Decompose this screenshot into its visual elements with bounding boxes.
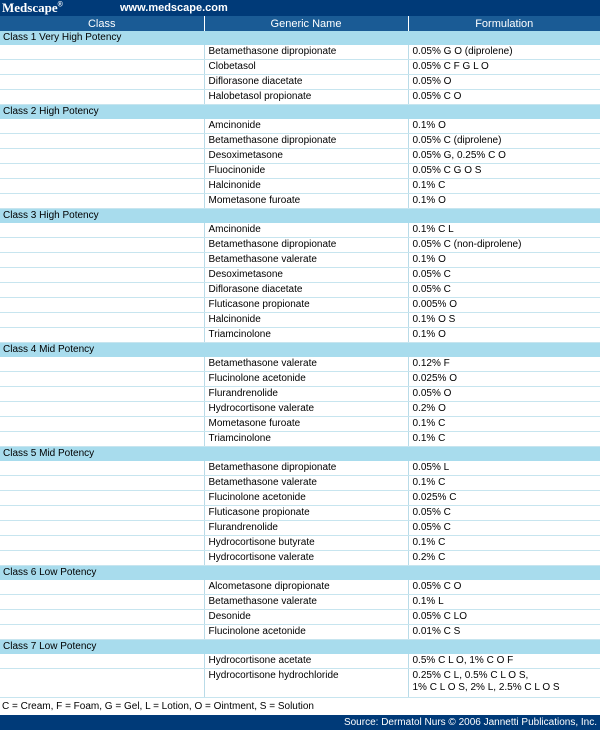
generic-name-cell: Betamethasone dipropionate (204, 134, 408, 149)
class-cell (0, 595, 204, 610)
generic-name-cell: Triamcinolone (204, 328, 408, 343)
formulation-cell (408, 268, 600, 283)
formulation-cell (408, 179, 600, 194)
table-row (0, 238, 600, 253)
generic-name-cell: Triamcinolone (204, 432, 408, 447)
formulation-text: 0.05% C (412, 522, 451, 533)
class-row (0, 209, 600, 224)
formulation-cell (408, 595, 600, 610)
table-row (0, 283, 600, 298)
generic-name-cell: Betamethasone valerate (204, 253, 408, 268)
formulation-cell (408, 223, 600, 238)
table-row (0, 595, 600, 610)
table-row (0, 476, 600, 491)
formulation-cell (408, 164, 600, 179)
generic-name-cell: Flurandrenolide (204, 521, 408, 536)
class-cell (0, 298, 204, 313)
generic-name-cell: Diflorasone diacetate (204, 75, 408, 90)
formulation-text: 0.1% C (412, 433, 446, 444)
formulation-text: 0.1% O (412, 120, 446, 131)
class-cell (0, 417, 204, 432)
formulation-cell (408, 432, 600, 447)
formulation-text: 0.2% O (412, 403, 446, 414)
class-cell (0, 253, 204, 268)
table-row (0, 45, 600, 60)
table-row (0, 654, 600, 669)
class-label: Class 6 Low Potency (0, 566, 600, 581)
table-row (0, 179, 600, 194)
formulation-text: 0.005% O (412, 299, 457, 310)
generic-name-cell: Fluticasone propionate (204, 298, 408, 313)
class-cell (0, 238, 204, 253)
formulation-cell (408, 357, 600, 372)
source-footer: Source: Dermatol Nurs © 2006 Jannetti Publications, Inc. (0, 715, 600, 730)
column-header-generic-name: Generic Name (204, 16, 408, 31)
formulation-cell (408, 625, 600, 640)
generic-name-cell: Desoximetasone (204, 268, 408, 283)
class-cell (0, 357, 204, 372)
generic-name-cell: Betamethasone dipropionate (204, 238, 408, 253)
class-label: Class 5 Mid Potency (0, 447, 600, 462)
formulation-cell (408, 75, 600, 90)
generic-name-cell: Flucinolone acetonide (204, 372, 408, 387)
formulation-cell (408, 580, 600, 595)
formulation-text: 0.05% C (412, 284, 451, 295)
formulation-cell (408, 90, 600, 105)
class-cell (0, 625, 204, 640)
generic-name-cell: Mometasone furoate (204, 194, 408, 209)
class-label: Class 1 Very High Potency (0, 31, 600, 45)
header-url[interactable]: www.medscape.com (120, 2, 228, 14)
table-row (0, 60, 600, 75)
generic-name-cell: Alcometasone dipropionate (204, 580, 408, 595)
formulation-text: 0.05% C (412, 269, 451, 280)
generic-name-cell: Flurandrenolide (204, 387, 408, 402)
class-cell (0, 536, 204, 551)
generic-name-cell: Betamethasone dipropionate (204, 461, 408, 476)
formulation-text: 0.05% O (412, 76, 452, 87)
generic-name-cell: Hydrocortisone acetate (204, 654, 408, 669)
table-row (0, 328, 600, 343)
formulation-text: 0.1% C L (412, 224, 454, 235)
generic-name-cell: Hydrocortisone valerate (204, 402, 408, 417)
generic-name-cell: Amcinonide (204, 223, 408, 238)
formulation-cell (408, 238, 600, 253)
class-cell (0, 119, 204, 134)
formulation-text: 0.01% C S (412, 626, 461, 637)
formulation-text-line2: 1% C L O S, 2% L, 2.5% C L O S (412, 682, 560, 693)
generic-name-cell: Amcinonide (204, 119, 408, 134)
generic-name-cell: Mometasone furoate (204, 417, 408, 432)
formulation-cell (408, 461, 600, 476)
table-row (0, 134, 600, 149)
formulation-cell (408, 134, 600, 149)
formulation-cell (408, 402, 600, 417)
formulation-cell (408, 536, 600, 551)
generic-name-cell: Betamethasone valerate (204, 595, 408, 610)
header-bar (0, 0, 600, 16)
table-row (0, 491, 600, 506)
formulation-cell (408, 506, 600, 521)
formulation-cell (408, 551, 600, 566)
class-cell (0, 654, 204, 669)
class-cell (0, 402, 204, 417)
class-cell (0, 90, 204, 105)
formulation-text: 0.05% O (412, 388, 452, 399)
formulation-text: 0.1% C (412, 418, 446, 429)
formulation-text: 0.1% C (412, 180, 446, 191)
class-label: Class 7 Low Potency (0, 640, 600, 655)
class-label: Class 4 Mid Potency (0, 343, 600, 358)
class-cell (0, 75, 204, 90)
formulation-text: 0.1% O S (412, 314, 456, 325)
formulation-cell (408, 60, 600, 75)
class-cell (0, 669, 204, 698)
formulation-cell (408, 194, 600, 209)
table-row (0, 610, 600, 625)
table-row (0, 551, 600, 566)
generic-name-cell: Hydrocortisone valerate (204, 551, 408, 566)
table-row (0, 372, 600, 387)
generic-name-cell: Betamethasone valerate (204, 476, 408, 491)
class-row (0, 566, 600, 581)
class-cell (0, 45, 204, 60)
formulation-text: 0.1% C (412, 537, 446, 548)
formulation-text: 0.025% C (412, 492, 457, 503)
table-row (0, 119, 600, 134)
table-row (0, 461, 600, 476)
formulation-cell (408, 149, 600, 164)
class-cell (0, 432, 204, 447)
table-row (0, 357, 600, 372)
class-cell (0, 387, 204, 402)
formulation-text: 0.05% C O (412, 91, 462, 102)
class-cell (0, 60, 204, 75)
steroid-potency-table (0, 16, 600, 698)
generic-name-cell: Halcinonide (204, 179, 408, 194)
column-header-formulation: Formulation (408, 16, 600, 31)
formulation-text: 0.05% C F G L O (412, 61, 489, 72)
formulation-text: 0.2% C (412, 552, 446, 563)
formulation-cell (408, 283, 600, 298)
class-cell (0, 164, 204, 179)
class-cell (0, 551, 204, 566)
formulation-cell (408, 328, 600, 343)
column-header-class: Class (0, 16, 204, 31)
generic-name-cell: Fluticasone propionate (204, 506, 408, 521)
table-row (0, 253, 600, 268)
class-cell (0, 491, 204, 506)
formulation-cell (408, 610, 600, 625)
table-row (0, 194, 600, 209)
formulation-text: 0.05% G O (diprolene) (412, 46, 513, 57)
generic-name-cell: Desonide (204, 610, 408, 625)
formulation-text: 0.1% L (412, 596, 444, 607)
formulation-cell (408, 253, 600, 268)
formulation-text: 0.1% C (412, 477, 446, 488)
class-cell (0, 610, 204, 625)
formulation-cell (408, 669, 600, 698)
formulation-text: 0.12% F (412, 358, 450, 369)
generic-name-cell: Hydrocortisone hydrochloride (204, 669, 408, 698)
generic-name-cell: Fluocinonide (204, 164, 408, 179)
generic-name-cell: Clobetasol (204, 60, 408, 75)
table-row (0, 402, 600, 417)
formulation-cell (408, 654, 600, 669)
formulation-text: 0.05% C (non-diprolene) (412, 239, 522, 250)
table-row (0, 298, 600, 313)
formulation-cell (408, 313, 600, 328)
formulation-text: 0.1% O (412, 329, 446, 340)
formulation-cell (408, 491, 600, 506)
table-row (0, 536, 600, 551)
table-row (0, 90, 600, 105)
class-cell (0, 461, 204, 476)
generic-name-cell: Flucinolone acetonide (204, 491, 408, 506)
generic-name-cell: Desoximetasone (204, 149, 408, 164)
generic-name-cell: Halobetasol propionate (204, 90, 408, 105)
formulation-text: 0.05% C LO (412, 611, 467, 622)
formulation-text: 0.025% O (412, 373, 457, 384)
table-header-row (0, 16, 600, 31)
class-cell (0, 580, 204, 595)
class-cell (0, 149, 204, 164)
table-row (0, 313, 600, 328)
class-label: Class 2 High Potency (0, 105, 600, 120)
generic-name-cell: Betamethasone dipropionate (204, 45, 408, 60)
generic-name-cell: Hydrocortisone butyrate (204, 536, 408, 551)
table-row (0, 432, 600, 447)
class-cell (0, 476, 204, 491)
table-row (0, 268, 600, 283)
formulation-cell (408, 387, 600, 402)
table-row (0, 625, 600, 640)
formulation-text: 0.05% C (diprolene) (412, 135, 502, 146)
class-row (0, 447, 600, 462)
legend-note: C = Cream, F = Foam, G = Gel, L = Lotion, O = Ointment, S = Solution (2, 701, 314, 712)
class-cell (0, 134, 204, 149)
table-row (0, 580, 600, 595)
table-row (0, 521, 600, 536)
formulation-cell (408, 298, 600, 313)
class-label: Class 3 High Potency (0, 209, 600, 224)
formulation-text: 0.05% C O (412, 581, 462, 592)
class-cell (0, 521, 204, 536)
class-row (0, 105, 600, 120)
formulation-text: 0.05% G, 0.25% C O (412, 150, 506, 161)
generic-name-cell: Diflorasone diacetate (204, 283, 408, 298)
table-row (0, 417, 600, 432)
formulation-text: 0.05% L (412, 462, 450, 473)
formulation-cell (408, 119, 600, 134)
class-cell (0, 372, 204, 387)
table-row (0, 506, 600, 521)
generic-name-cell: Betamethasone valerate (204, 357, 408, 372)
class-row (0, 31, 600, 45)
class-cell (0, 328, 204, 343)
class-row (0, 640, 600, 655)
formulation-cell (408, 417, 600, 432)
table-row (0, 223, 600, 238)
formulation-text: 0.05% C G O S (412, 165, 482, 176)
formulation-cell (408, 45, 600, 60)
class-cell (0, 283, 204, 298)
medscape-logo[interactable]: Medscape® (2, 0, 63, 15)
formulation-cell (408, 521, 600, 536)
generic-name-cell: Flucinolone acetonide (204, 625, 408, 640)
class-cell (0, 268, 204, 283)
class-row (0, 343, 600, 358)
table-row (0, 669, 600, 698)
class-cell (0, 313, 204, 328)
formulation-text: 0.05% C (412, 507, 451, 518)
class-cell (0, 223, 204, 238)
formulation-text: 0.5% C L O, 1% C O F (412, 655, 514, 666)
formulation-text: 0.25% C L, 0.5% C L O S, (412, 670, 529, 681)
table-row (0, 164, 600, 179)
generic-name-cell: Halcinonide (204, 313, 408, 328)
table-row (0, 149, 600, 164)
class-cell (0, 506, 204, 521)
table-row (0, 387, 600, 402)
formulation-text: 0.1% O (412, 195, 446, 206)
table-row (0, 75, 600, 90)
formulation-cell (408, 372, 600, 387)
class-cell (0, 194, 204, 209)
formulation-text: 0.1% O (412, 254, 446, 265)
class-cell (0, 179, 204, 194)
formulation-cell (408, 476, 600, 491)
